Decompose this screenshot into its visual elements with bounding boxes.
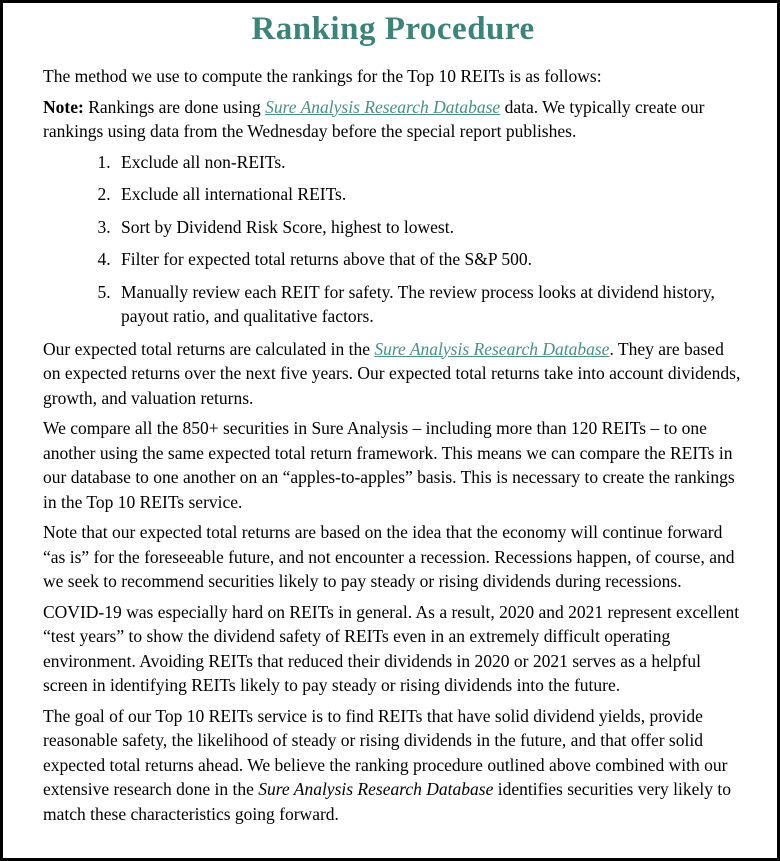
ranking-step-item: 1. Exclude all non-REITs. (115, 150, 743, 175)
ranking-step-item: 2. Exclude all international REITs. (115, 182, 743, 207)
comparison-paragraph (43, 416, 743, 514)
goal-text-before-italic: The goal of our Top 10 REITs service is to find REITs that have solid dividend yields, provide reasonable safety, the likelihood of steady or rising dividends in the future, and that offer solid expected total returns ahead. We believe the ranking procedure outlined above combined with our extensive research done in the (43, 705, 728, 799)
sure-analysis-database-link[interactable]: Sure Analysis Research Database (374, 338, 610, 359)
comparison-text: We compare all the 850+ securities in Sure Analysis – including more than 120 REITs – to one another using the same expected total return framework. This means we can compare the REITs in our database to one another on an “apples-to-apples” basis. This is necessary to create the rankings in the Top 10 REITs service. (43, 418, 735, 512)
recession-note-text: Note that our expected total returns are based on the idea that the economy will continue forward “as is” for the foreseeable future, and not encounter a recession. Recessions happen, of course, and we seek to recommend securities likely to pay steady or rising dividends during recessions. (43, 522, 735, 591)
goal-paragraph (43, 704, 743, 827)
ranking-steps-list (43, 150, 743, 329)
covid-paragraph (43, 600, 743, 698)
note-label: Note: (43, 96, 84, 117)
note-text-before-link: Rankings are done using (83, 96, 266, 117)
ranking-step-item: 5. Manually review each REIT for safety. The review process looks at dividend history, payout ratio, and qualitative factors. (115, 280, 743, 329)
intro-paragraph (43, 64, 743, 89)
ranking-step-item: 4. Filter for expected total returns above that of the S&P 500. (115, 247, 743, 272)
covid-text: COVID-19 was especially hard on REITs in general. As a result, 2020 and 2021 represent excellent “test years” to show the dividend safety of REITs even in an extremely difficult operating environment. Avoiding REITs that reduced their dividends in 2020 or 2021 serves as a helpful screen in identifying REITs likely to pay steady or rising dividends into the future. (43, 601, 740, 695)
ranking-step-item: 3. Sort by Dividend Risk Score, highest to lowest. (115, 215, 743, 240)
sure-analysis-database-link[interactable]: Sure Analysis Research Database (265, 96, 501, 117)
expected-returns-paragraph (43, 337, 743, 411)
note-paragraph (43, 95, 743, 144)
expected-returns-text-before-link: Our expected total returns are calculated in the (43, 338, 375, 359)
page-title: Ranking Procedure (251, 11, 535, 47)
recession-note-paragraph (43, 520, 743, 594)
expected-returns-text-after-link: . They are based on expected returns over the next five years. Our expected total returns take into account dividends, growth, and valuation returns. (43, 338, 741, 408)
note-text-after-link: data. We typically create our rankings using data from the Wednesday before the special report publishes. (43, 96, 705, 141)
database-name-italic: Sure Analysis Research Database (258, 779, 494, 799)
goal-text-after-italic: identifies securities very likely to match these characteristics going forward. (43, 779, 732, 824)
intro-text: The method we use to compute the rankings for the Top 10 REITs is as follows: (43, 66, 602, 86)
